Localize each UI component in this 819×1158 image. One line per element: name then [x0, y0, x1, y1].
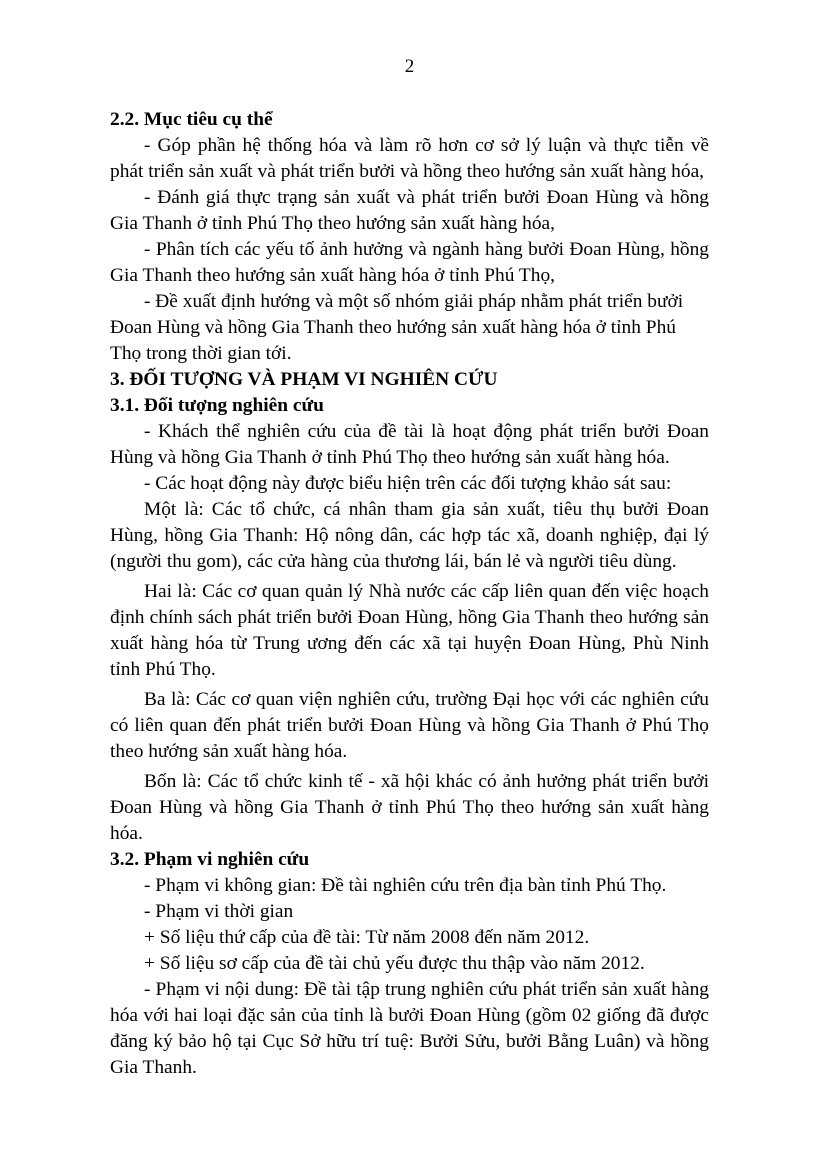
section-3-2-heading: 3.2. Phạm vi nghiên cứu [110, 849, 310, 870]
section-2-2-heading: 2.2. Mục tiêu cụ thể [110, 109, 273, 130]
survey-subjects-intro: - Các hoạt động này được biểu hiện trên các đối tượng khảo sát sau: [144, 473, 672, 494]
section-3-heading: 3. ĐỐI TƯỢNG VÀ PHẠM VI NGHIÊN CỨU [110, 369, 498, 390]
objective-item-3: - Phân tích các yếu tố ảnh hưởng và ngành hàng bưởi Đoan Hùng, hồng Gia Thanh theo hướng sản xuất hàng hóa ở tỉnh Phú Thọ, [110, 239, 709, 286]
scope-space: - Phạm vi không gian: Đề tài nghiên cứu trên địa bàn tỉnh Phú Thọ. [144, 875, 667, 896]
objective-item-2: - Đánh giá thực trạng sản xuất và phát triển bưởi Đoan Hùng và hồng Gia Thanh ở tỉnh Phú Thọ theo hướng sản xuất hàng hóa, [110, 187, 709, 234]
subject-four: Bốn là: Các tổ chức kinh tế - xã hội khác có ảnh hưởng phát triển bưởi Đoan Hùng và hồng Gia Thanh ở tỉnh Phú Thọ theo hướng sản xuất hàng hóa. [110, 771, 709, 844]
section-3-1-heading: 3.1. Đối tượng nghiên cứu [110, 395, 324, 416]
scope-secondary-data: + Số liệu thứ cấp của đề tài: Từ năm 2008 đến năm 2012. [144, 927, 590, 948]
objective-item-4: - Đề xuất định hướng và một số nhóm giải pháp nhằm phát triển bưởi Đoan Hùng và hồng Gia Thanh theo hướng sản xuất hàng hóa ở tỉnh Phú Thọ trong thời gian tới. [110, 291, 684, 364]
page-body [110, 107, 709, 1081]
scope-primary-data: + Số liệu sơ cấp của đề tài chủ yếu được thu thập vào năm 2012. [144, 953, 645, 974]
scope-content: - Phạm vi nội dung: Đề tài tập trung nghiên cứu phát triển sản xuất hàng hóa với hai loại đặc sản của tỉnh là bưởi Đoan Hùng (gồm 02 giống đã được đăng ký bảo hộ tại Cục Sở hữu trí tuệ: Bưởi Sửu, bưởi Bằng Luân) và hồng Gia Thanh. [110, 979, 709, 1078]
page-number: 2 [404, 56, 415, 77]
subject-one: Một là: Các tổ chức, cá nhân tham gia sản xuất, tiêu thụ bưởi Đoan Hùng, hồng Gia Thanh: Hộ nông dân, các hợp tác xã, doanh nghiệp, đại lý (người thu gom), các cửa hàng của thương lái, bán lẻ và người tiêu dùng. [110, 499, 709, 572]
scope-time: - Phạm vi thời gian [144, 901, 294, 922]
objective-item-1: - Góp phần hệ thống hóa và làm rõ hơn cơ sở lý luận và thực tiễn về phát triển sản xuất và phát triển bưởi và hồng theo hướng sản xuất hàng hóa, [110, 135, 709, 182]
subject-two: Hai là: Các cơ quan quản lý Nhà nước các cấp liên quan đến việc hoạch định chính sách phát triển bưởi Đoan Hùng, hồng Gia Thanh theo hướng sản xuất hàng hóa từ Trung ương đến các xã tại huyện Đoan Hùng, Phù Ninh tỉnh Phú Thọ. [110, 581, 709, 680]
research-object-paragraph: - Khách thể nghiên cứu của đề tài là hoạt động phát triển bưởi Đoan Hùng và hồng Gia Thanh ở tỉnh Phú Thọ theo hướng sản xuất hàng hóa. [110, 421, 709, 468]
subject-three: Ba là: Các cơ quan viện nghiên cứu, trường Đại học với các nghiên cứu có liên quan đến phát triển bưởi Đoan Hùng và hồng Gia Thanh ở Phú Thọ theo hướng sản xuất hàng hóa. [110, 689, 709, 762]
